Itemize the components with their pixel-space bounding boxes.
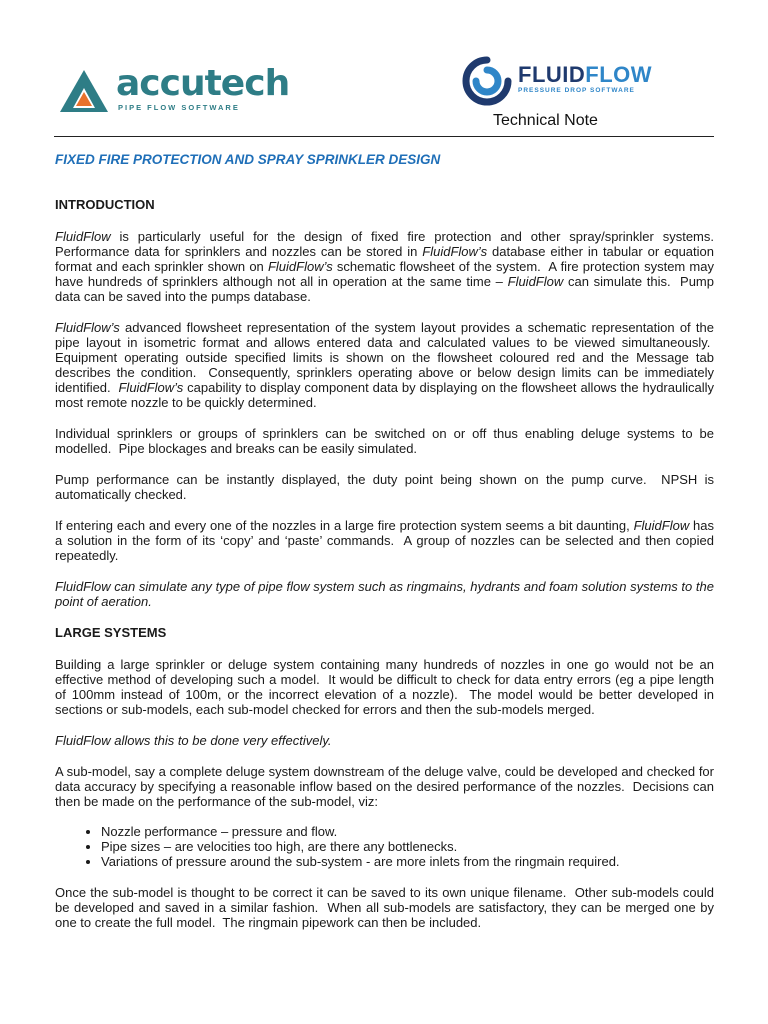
document-body [55,152,714,946]
accutech-wordmark: accutech [116,63,290,104]
sub-model-criteria-list [55,824,714,869]
intro-paragraph-4: Pump performance can be instantly displayed, the duty point being shown on the pump curve. NPSH is automatically checked. [55,472,714,502]
document-title: FIXED FIRE PROTECTION AND SPRAY SPRINKLER DESIGN [55,152,441,167]
large-systems-paragraph-2: A sub-model, say a complete deluge system downstream of the deluge valve, could be developed and checked for data accuracy by specifying a reasonable inflow based on the desired performance of the nozzles. Decisions can then be made on the performance of the sub-model, viz: [55,764,714,809]
triangle-logo-icon [58,68,110,114]
swirl-logo-icon [462,56,512,106]
bullet-item-pipe-sizes: • Pipe sizes – are velocities too high, are there any bottlenecks. [101,839,714,854]
bullet-item-pressure-variations: • Variations of pressure around the sub-system - are more inlets from the ringmain required. [101,854,714,869]
intro-closing-statement: FluidFlow can simulate any type of pipe flow system such as ringmains, hydrants and foam solution systems to the point of aeration. [55,579,714,609]
document-type-label: Technical Note [493,112,598,129]
intro-paragraph-3: Individual sprinklers or groups of sprinklers can be switched on or off thus enabling deluge systems to be modelled. Pipe blockages and breaks can be easily simulated. [55,426,714,456]
large-systems-italic-line: FluidFlow allows this to be done very effectively. [55,733,332,748]
section-heading-introduction: INTRODUCTION [55,197,155,212]
bullet-item-nozzle-performance: • Nozzle performance – pressure and flow. [101,824,714,839]
accutech-tagline: PIPE FLOW SOFTWARE [118,103,240,112]
large-systems-paragraph-3: Once the sub-model is thought to be correct it can be saved to its own unique filename. Other sub-models could be developed and saved in a similar fashion. When all sub-models are satisfactory, they can be merged one by one to create the full model. The ringmain pipework can then be included. [55,885,714,930]
intro-paragraph-1: FluidFlow is particularly useful for the design of fixed fire protection and other spray/sprinkler systems. Performance data for sprinklers and nozzles can be stored in FluidFlow’s database either in tabular or equation format and each sprinkler shown on FluidFlow’s schematic flowsheet of the system. A fire protection system may have hundreds of sprinklers although not all in operation at the same time – FluidFlow can simulate this. Pump data can be saved into the pumps database. [55,229,714,304]
intro-paragraph-5: If entering each and every one of the nozzles in a large fire protection system seems a bit daunting, FluidFlow has a solution in the form of its ‘copy’ and ‘paste’ commands. A group of nozzles can be selected and then copied repeatedly. [55,518,714,563]
fluidflow-logo [462,56,662,106]
header-divider [54,136,714,137]
intro-paragraph-2: FluidFlow’s advanced flowsheet representation of the system layout provides a schematic representation of the pipe layout in isometric format and allows entered data and calculated values to be viewed simultaneously. Equipment operating outside specified limits is shown on the flowsheet coloured red and the Message tab describes the condition. Consequently, sprinklers operating above or below design limits can be immediately identified. FluidFlow’s capability to display component data by displaying on the flowsheet allows the hydraulically most remote nozzle to be quickly determined. [55,320,714,410]
fluidflow-word-flow: FLOW [585,62,653,87]
accutech-logo [58,63,290,116]
fluidflow-tagline: PRESSURE DROP SOFTWARE [518,87,635,94]
fluidflow-word-fluid: FLUID [518,62,586,87]
large-systems-paragraph-1: Building a large sprinkler or deluge system containing many hundreds of nozzles in one go would not be an effective method of developing such a model. It would be difficult to check for data entry errors (eg a pipe length of 100mm instead of 100m, or the incorrect elevation of a nozzle). The model would be better developed in sections or sub-models, each sub-model checked for errors and then the sub-models merged. [55,657,714,717]
section-heading-large-systems: LARGE SYSTEMS [55,625,167,640]
fluidflow-wordmark [518,64,652,86]
